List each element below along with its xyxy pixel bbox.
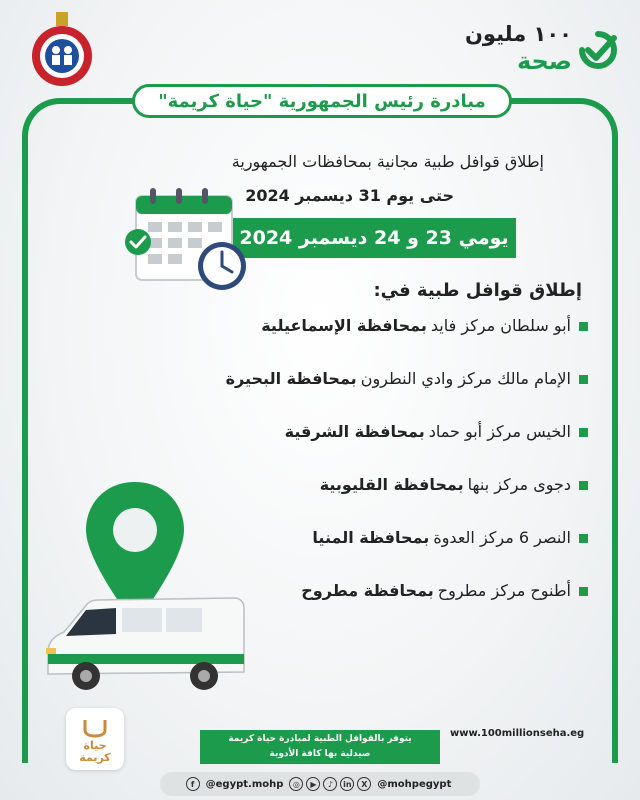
brand-text-bottom: صحة (516, 47, 572, 75)
hayat-karima-logo (66, 708, 124, 770)
tiktok-icon[interactable]: ♪ (323, 777, 337, 791)
100-million-seha-logo (460, 22, 620, 78)
caravan-governorate: بمحافظة البحيرة (225, 369, 357, 388)
caravan-governorate: بمحافظة القليوبية (319, 475, 464, 494)
bullet-icon (579, 322, 588, 331)
caravan-place: النصر 6 مركز العدوة (433, 528, 571, 547)
caravan-place: أبو سلطان مركز فايد (430, 316, 571, 335)
pharmacy-line-2: صيدلية بها كافة الأدوية (269, 749, 371, 759)
medical-van-illustration (38, 588, 248, 700)
launch-title: إطلاق قوافل طبية في: (373, 280, 582, 301)
caravan-governorate: بمحافظة الإسماعيلية (261, 316, 427, 335)
caravan-governorate: بمحافظة مطروح (301, 581, 434, 600)
social-bar (160, 772, 480, 796)
list-item (148, 316, 588, 369)
handle-right: @mohpegypt (377, 778, 452, 790)
list-item (148, 475, 588, 528)
initiative-title: مبادرة رئيس الجمهورية "حياة كريمة" (132, 84, 512, 118)
date-banner: يومي 23 و 24 ديسمبر 2024 (232, 218, 516, 258)
until-date: حتى يوم 31 ديسمبر 2024 (245, 186, 454, 205)
ministry-of-health-logo (22, 10, 102, 90)
list-item (148, 369, 588, 422)
hayat-karima-icon (81, 718, 109, 738)
linkedin-icon[interactable]: in (340, 777, 354, 791)
check-circle-icon (576, 30, 620, 70)
bullet-icon (579, 481, 588, 490)
website-link[interactable]: www.100millionseha.eg (450, 728, 585, 739)
handle-left: @egypt.mohp (205, 778, 284, 790)
caravan-list (148, 316, 588, 634)
bullet-icon (579, 375, 588, 384)
bullet-icon (579, 587, 588, 596)
hayat-karima-text: حياة كريمة (79, 739, 111, 764)
bullet-icon (579, 534, 588, 543)
youtube-icon[interactable]: ▶ (306, 777, 320, 791)
caravan-governorate: بمحافظة المنيا (312, 528, 430, 547)
facebook-icon[interactable]: f (186, 777, 200, 791)
pharmacy-line-1: يتوفر بالقوافل الطبية لمبادرة حياة كريمة (228, 734, 412, 744)
pharmacy-banner (200, 730, 440, 764)
brand-text-top: ١٠٠ مليون (464, 22, 572, 46)
caravan-governorate: بمحافظة الشرقية (284, 422, 425, 441)
caravan-place: الإمام مالك مركز وادي النطرون (360, 369, 571, 388)
subtitle: إطلاق قوافل طبية مجانية بمحافظات الجمهورية (231, 152, 544, 171)
bullet-icon (579, 428, 588, 437)
caravan-place: الخيس مركز أبو حماد (428, 422, 571, 441)
instagram-icon[interactable]: ◎ (289, 777, 303, 791)
caravan-place: دجوى مركز بنها (467, 475, 571, 494)
caravan-place: أطنوح مركز مطروح (437, 581, 571, 600)
x-icon[interactable]: X (357, 777, 371, 791)
list-item (148, 422, 588, 475)
list-item (148, 528, 588, 581)
calendar-clock-icon (118, 186, 258, 296)
